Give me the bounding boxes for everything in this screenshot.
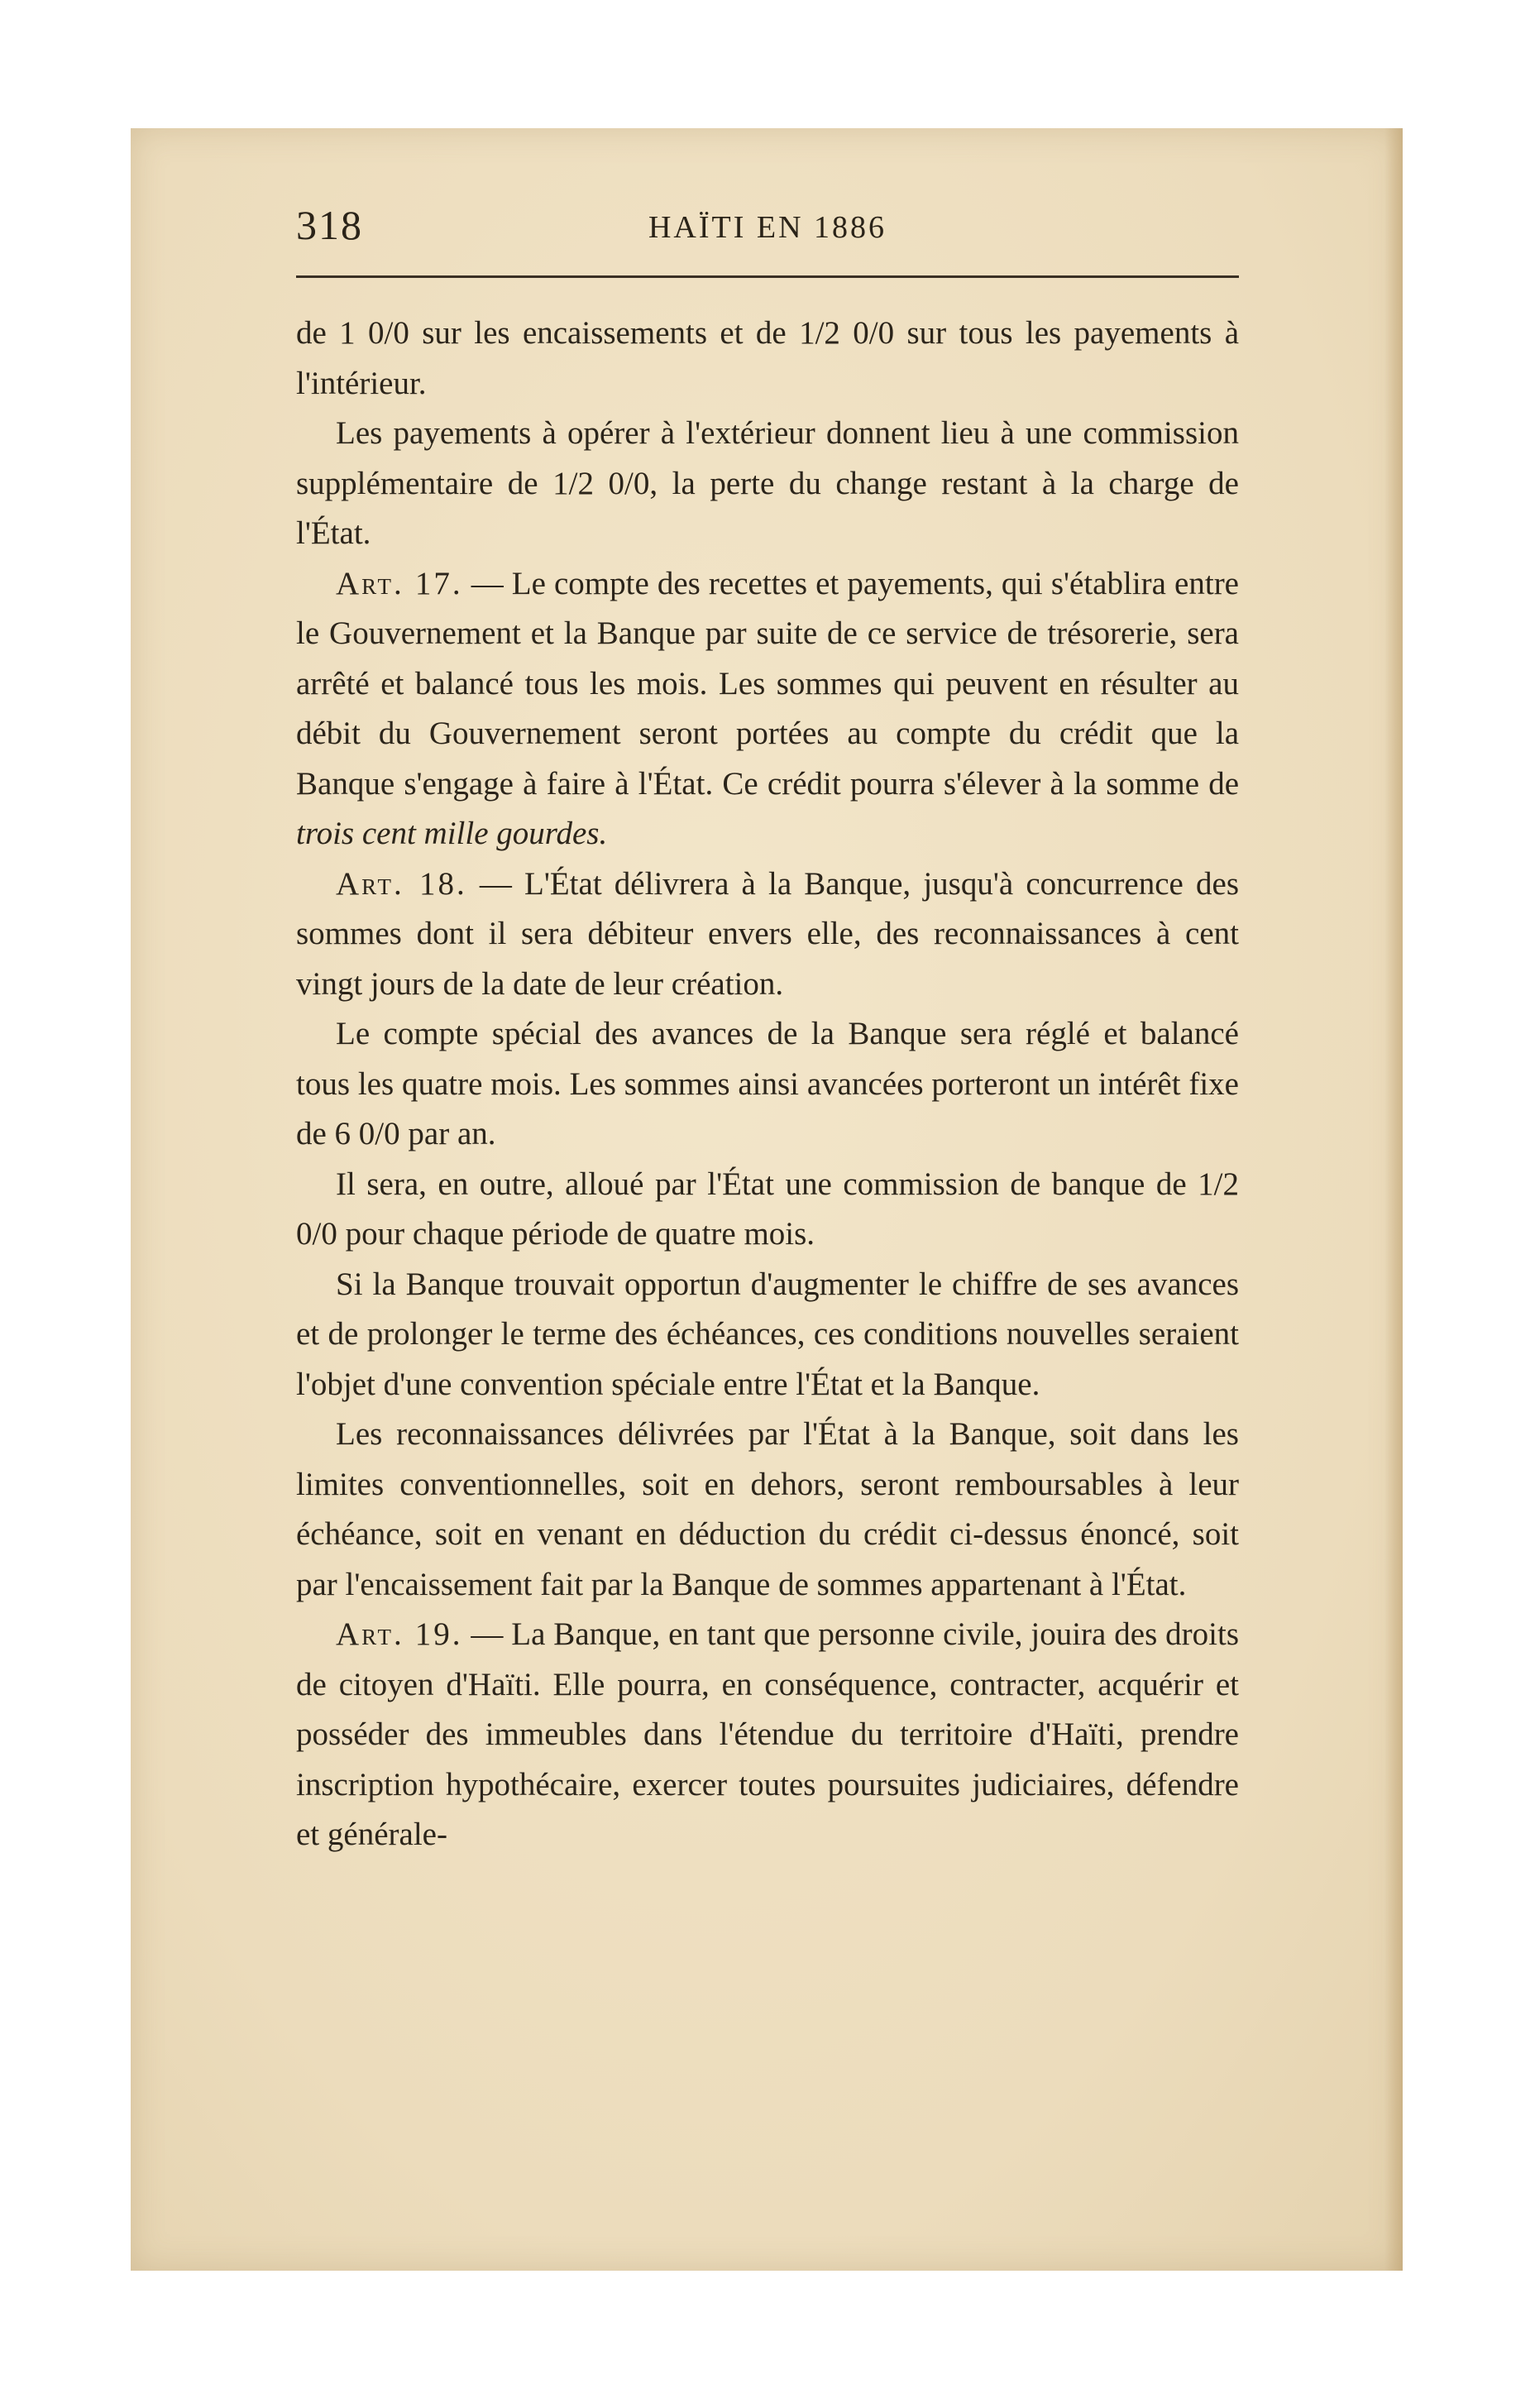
paragraph-text: Si la Banque trouvait opportun d'augmenter le chiffre de ses avances et de prolonger le terme des échéances, ces conditions nouvelles seraient l'objet d'une convention spéciale entre l'État et la Banque. [296, 1266, 1239, 1402]
page-edge-shadow [1384, 128, 1403, 2271]
paragraph [296, 1160, 1239, 1260]
paragraph [296, 1009, 1239, 1160]
paragraph [296, 409, 1239, 559]
paragraph-text: Les reconnaissances délivrées par l'État à la Banque, soit dans les limites conventionnelles, soit en dehors, seront remboursables à leur échéance, soit en venant en déduction du crédit ci-dessus énoncé, soit par l'encaissement fait par la Banque de sommes appartenant à l'État. [296, 1416, 1239, 1602]
paragraph-text: Il sera, en outre, alloué par l'État une commission de banque de 1/2 0/0 pour chaque période de quatre mois. [296, 1166, 1239, 1252]
paragraph [296, 309, 1239, 409]
body-text [296, 309, 1239, 1860]
article-label: Art. 19. [336, 1616, 463, 1652]
page-number: 318 [296, 202, 363, 248]
running-title: HAÏTI EN 1886 [648, 210, 887, 245]
paragraph [296, 1410, 1239, 1610]
paragraph [296, 1260, 1239, 1410]
paragraph-text: — Le compte des recettes et payements, qui s'établira entre le Gouvernement et la Banque par suite de ce service de trésorerie, sera arrêté et balancé tous les mois. Les sommes qui peuvent en résulter au débit du Gouvernement seront portées au compte du crédit que la Banque s'engage à faire à l'État. Ce crédit pourra s'élever à la somme de [296, 565, 1239, 802]
paragraph-text: Le compte spécial des avances de la Banque sera réglé et balancé tous les quatre mois. Les sommes ainsi avancées porteront un intérêt fixe de 6 0/0 par an. [296, 1016, 1239, 1151]
article-label: Art. 17. [336, 565, 463, 601]
article-17 [296, 559, 1239, 859]
scanned-page [131, 128, 1403, 2271]
page-header [296, 201, 1239, 275]
header-rule [296, 275, 1239, 278]
paragraph-text: Les payements à opérer à l'extérieur donnent lieu à une commission supplémentaire de 1/2 0/0, la perte du change restant à la charge de l'État. [296, 415, 1239, 551]
paragraph-text: — L'État délivrera à la Banque, jusqu'à concurrence des sommes dont il sera débiteur envers elle, des reconnaissances à cent vingt jours de la date de leur création. [296, 865, 1239, 1002]
article-18 [296, 859, 1239, 1010]
article-19 [296, 1610, 1239, 1860]
paragraph-text: — La Banque, en tant que personne civile, jouira des droits de citoyen d'Haïti. Elle pourra, en conséquence, contracter, acquérir et posséder des immeubles dans l'étendue du territoire d'Haïti, prendre inscription hypothécaire, exercer toutes poursuites judiciaires, défendre et générale- [296, 1616, 1239, 1852]
italic-amount: trois cent mille gourdes. [296, 816, 608, 851]
article-label: Art. 18. [336, 865, 467, 902]
paragraph-text: de 1 0/0 sur les encaissements et de 1/2 0/0 sur tous les payements à l'intérieur. [296, 315, 1239, 401]
